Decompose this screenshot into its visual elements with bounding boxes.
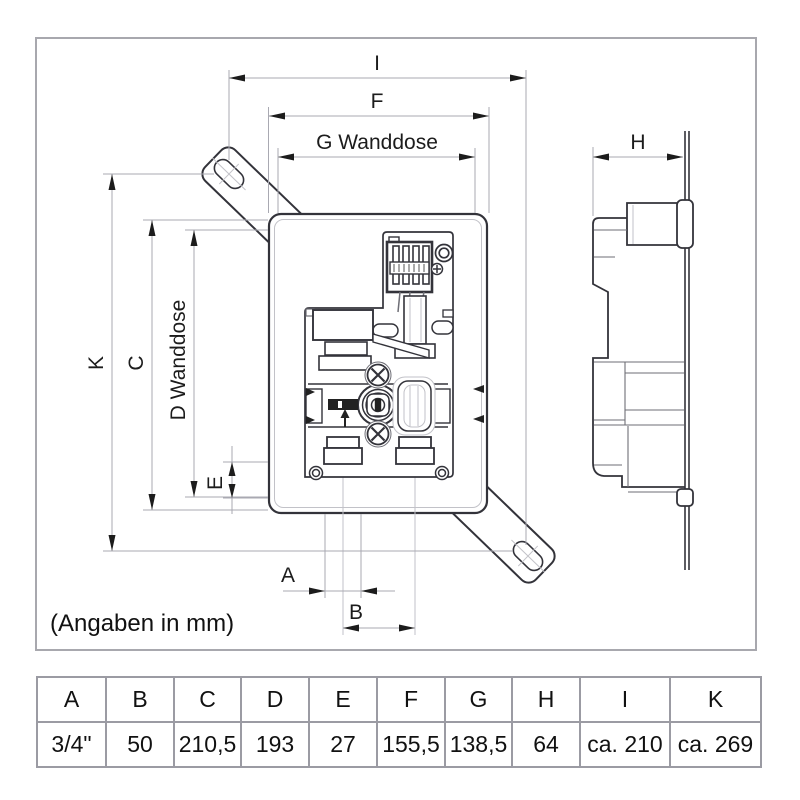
cartridge-cylinder <box>393 377 435 435</box>
table-value-cell: ca. 210 <box>580 722 670 767</box>
dim-label-E: E <box>204 475 227 491</box>
table-header-cell: I <box>580 677 670 722</box>
valve-spindle <box>358 385 398 425</box>
dim-label-I: I <box>374 52 380 75</box>
cover-screw-hole <box>436 245 453 262</box>
pipe-stub-right <box>396 437 434 464</box>
table-value-cell: 3/4" <box>37 722 106 767</box>
table-value-cell: 138,5 <box>445 722 512 767</box>
actuator-block <box>313 310 373 370</box>
side-view <box>593 131 693 570</box>
table-header-cell: E <box>309 677 377 722</box>
table-header-row <box>37 677 761 722</box>
screw-bottom-icon <box>365 421 391 447</box>
table-value-cell: 155,5 <box>377 722 445 767</box>
pipe-stub-left <box>324 437 362 464</box>
dim-label-H: H <box>630 131 646 154</box>
dim-label-C: C <box>125 355 148 371</box>
table-value-cell: 27 <box>309 722 377 767</box>
front-view <box>269 214 487 635</box>
screw-top-icon <box>365 362 391 388</box>
dim-label-K: K <box>85 355 108 371</box>
table-header-cell: G <box>445 677 512 722</box>
terminal-screw-icon <box>432 264 443 275</box>
dimension-table <box>36 676 762 768</box>
table-header-cell: D <box>241 677 309 722</box>
riser-pipe <box>404 296 426 344</box>
table-header-cell: K <box>670 677 761 722</box>
side-profile <box>593 200 693 506</box>
table-value-cell: ca. 269 <box>670 722 761 767</box>
table-header-cell: F <box>377 677 445 722</box>
table-value-cell: 50 <box>106 722 174 767</box>
table-header-cell: C <box>174 677 241 722</box>
dim-label-D: D Wanddose <box>167 299 190 421</box>
table-value-cell: 210,5 <box>174 722 241 767</box>
table-header-cell: B <box>106 677 174 722</box>
dim-label-F: F <box>370 90 384 113</box>
table-header-cell: A <box>37 677 106 722</box>
panel-screw-icon <box>436 467 449 480</box>
table-header-cell: H <box>512 677 580 722</box>
panel-slot <box>432 321 453 334</box>
table-value-row <box>37 722 761 767</box>
dim-label-A: A <box>280 564 296 587</box>
slider-handle <box>328 399 358 410</box>
units-note: (Angaben in mm) <box>50 610 235 637</box>
dim-label-B: B <box>348 601 364 624</box>
dim-label-G: G Wanddose <box>316 131 438 154</box>
table-value-cell: 193 <box>241 722 309 767</box>
table-value-cell: 64 <box>512 722 580 767</box>
panel-screw-icon <box>310 467 323 480</box>
